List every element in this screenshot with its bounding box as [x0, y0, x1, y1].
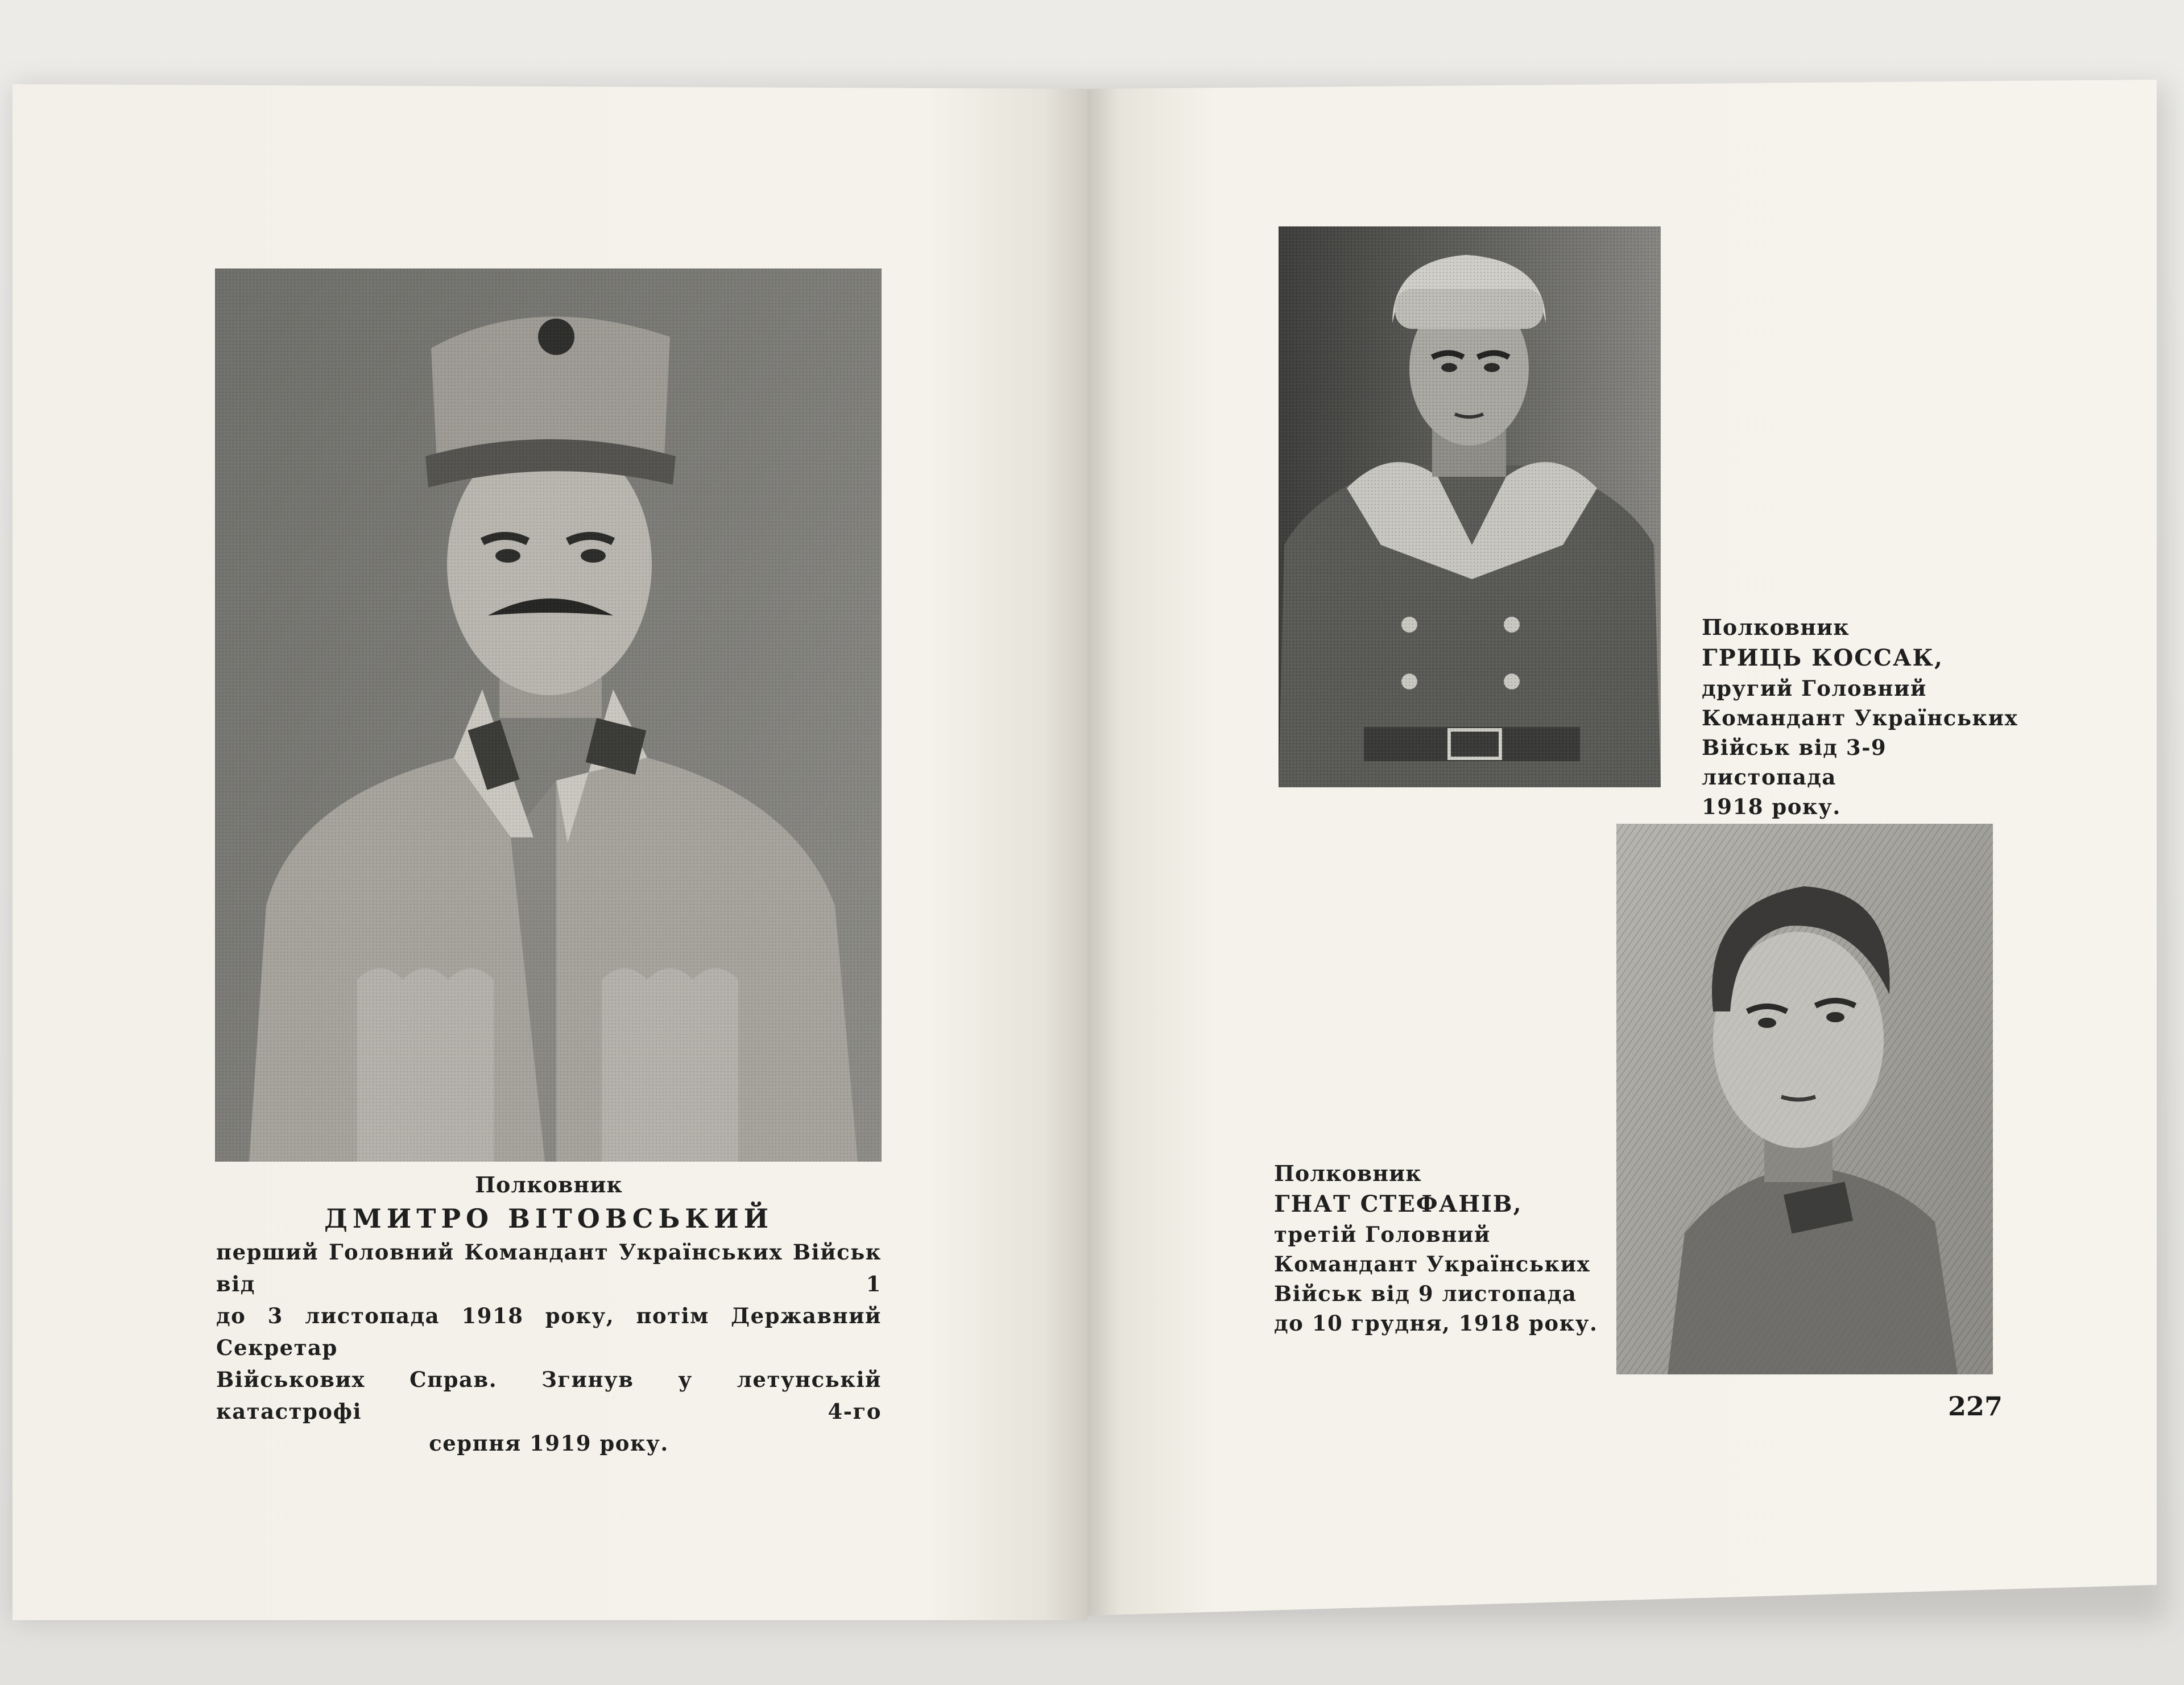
caption-line: Військових Справ. Згинув у летунській катастрофі 4-го [216, 1367, 882, 1424]
kossak-caption [1702, 614, 2020, 821]
portrait-kossak [1279, 226, 1661, 787]
person-name: ГНАТ СТЕФАНІВ, [1274, 1191, 1523, 1217]
page-number: 227 [1948, 1391, 2003, 1422]
caption-line: третій Головний [1274, 1222, 1491, 1247]
stefaniv-caption [1274, 1160, 1604, 1338]
rank-label: Полковник [1274, 1160, 1422, 1186]
person-name: ГРИЦЬ КОССАК, [1702, 645, 1943, 671]
caption-line: Командант Українських [1702, 705, 2018, 730]
caption-line: другий Головний [1702, 676, 1927, 701]
caption-line: Командант Українських [1274, 1252, 1591, 1277]
person-name: ДМИТРО ВІТОВСЬКИЙ [324, 1203, 774, 1234]
caption-line: серпня 1919 року. [429, 1431, 669, 1456]
caption-line: Військ від 3-9 листопада [1702, 735, 1887, 790]
caption-line: до 3 листопада 1918 року, потім Державний Секретар [216, 1303, 882, 1360]
vitovskyi-caption [216, 1172, 882, 1459]
rank-label: Полковник [475, 1172, 623, 1197]
rank-label: Полковник [1702, 614, 1850, 640]
caption-line: до 10 грудня, 1918 року. [1274, 1311, 1598, 1336]
portrait-stefaniv [1616, 824, 1993, 1374]
caption-line: 1918 року. [1702, 794, 1841, 819]
caption-line: перший Головний Командант Українських Військ від 1 [216, 1240, 882, 1296]
portrait-vitovskyi [215, 269, 882, 1162]
caption-line: Військ від 9 листопада [1274, 1281, 1577, 1306]
